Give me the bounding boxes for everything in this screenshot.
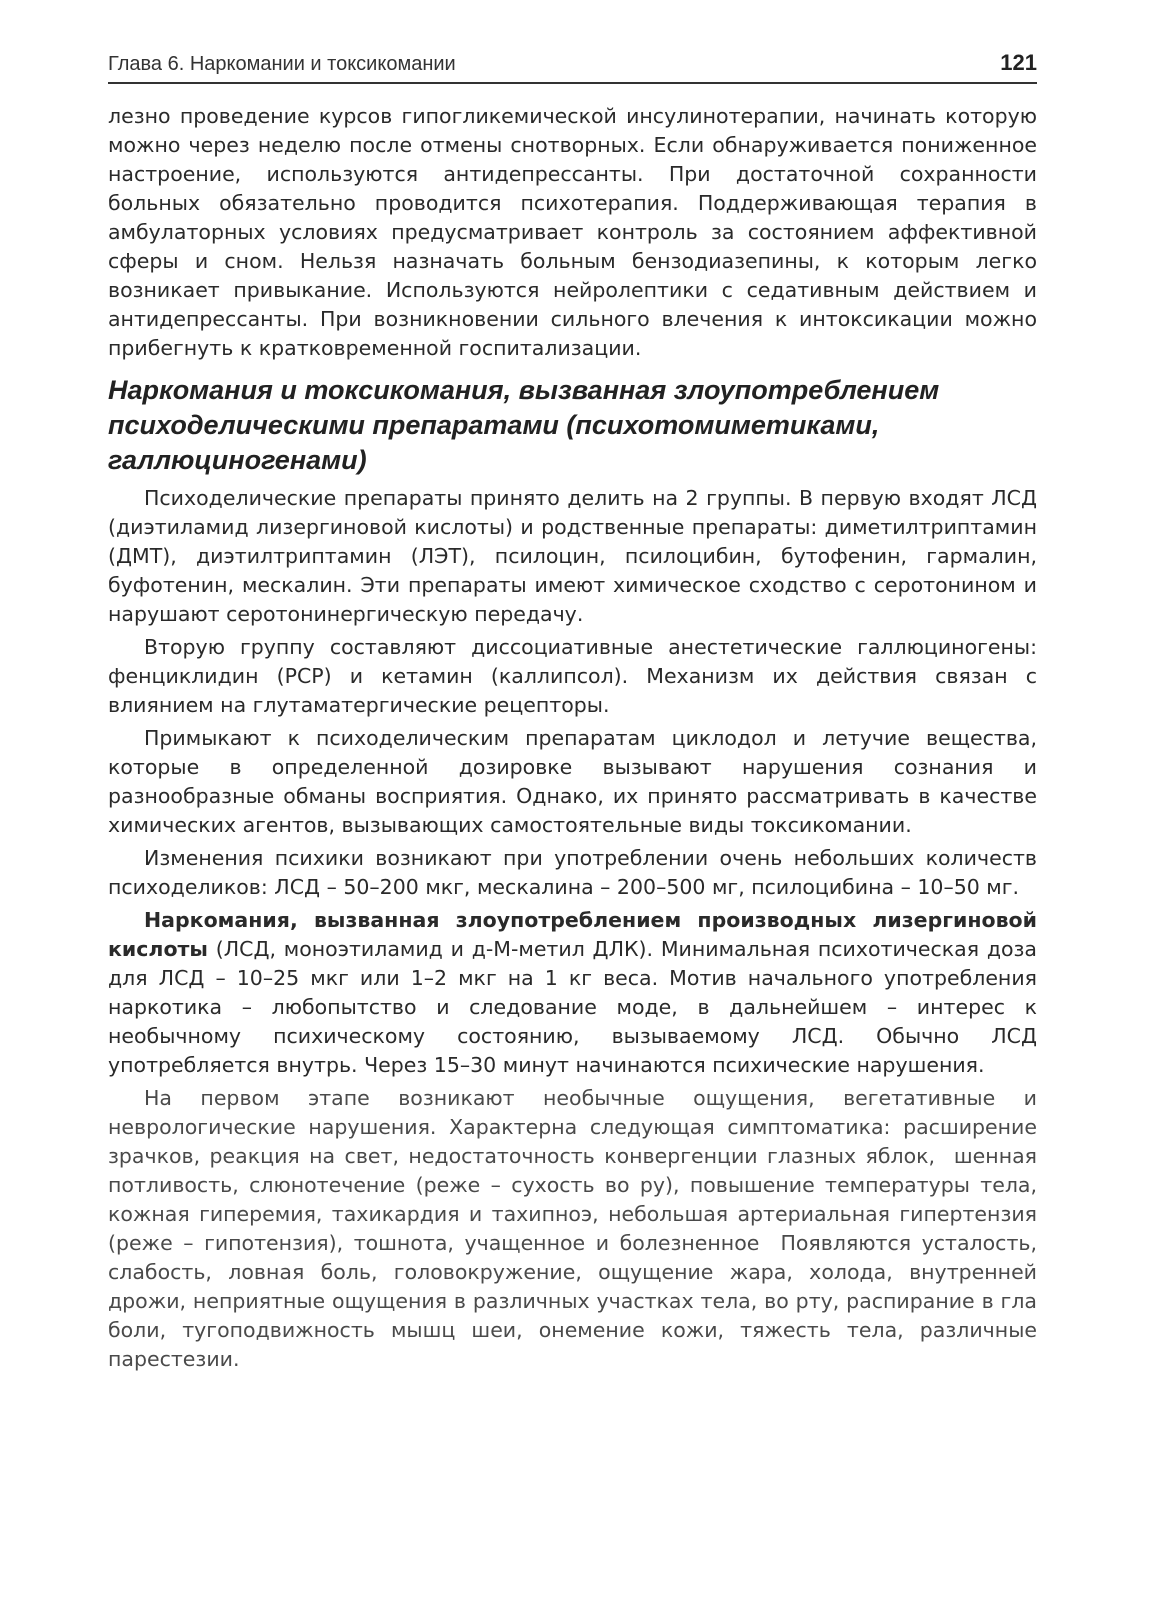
paragraph-5-term: Наркомания, вызванная злоупотреблением производных лизергиновой кислоты: [108, 908, 1037, 961]
paragraph-3: Примыкают к психоделическим препаратам циклодол и летучие вещества, которые в определенной дозировке вызывают нарушения сознания и разнообразные обманы восприятия. Однако, их принято рассматривать в качестве химических агентов, вызывающих самостоятельные виды токсикомании.: [108, 726, 1037, 837]
paragraph-1: Психоделические препараты принято делить на 2 группы. В первую входят ЛСД (диэтиламид лизергиновой кислоты) и родственные препараты: диметилтриптамин (ДМТ), диэтилтриптамин (ЛЭТ), псилоцин, псилоцибин, бутофенин, гармалин, буфотенин, мескалин. Эти препараты имеют химическое сходство с серотонином и нарушают серотонинергическую передачу.: [108, 486, 1037, 626]
paragraph-6: На первом этапе возникают необычные ощущения, вегетативные и неврологически⁠е нарушения. Характерна следующая симптоматика: расширение зрачков, ⁠реакция ⁠на свет, недост⁠аточность конвергенции глазных яблок, ⁠ ⁠шенная потливость, ⁠слюнотечени⁠е (реже – сухость во ⁠р⁠у), повышение температуры тела, кожная гиперемия, тахикардия и тахипноэ, небольшая артери⁠альная гиперт⁠ензия (реже – гипотензия), тошнота, учащенное и болезненн⁠⁠ое ⁠ Появляются усталость, слабость, ⁠ловная бол⁠ь, головокружение, ощущение жара, холода, внутренней дрожи, неприятные ощущения в различных участках тела, во рту, распирание в гла⁠ ⁠боли, тугоподвижность мышц шеи, онемение кожи, тяжест⁠ь тела, различные парестезии.: [108, 1086, 1037, 1371]
running-header: [108, 50, 1037, 84]
paragraph-5-rest: (ЛСД, моноэтиламид и д-М-метил ДЛК). Минимальная психотическая доза для ЛСД – 10–25 мкг или 1–2 мкг на 1 кг веса. Мотив начального употребления наркотика – любоп⁠ытство и следование моде, в дальнейшем – интерес к необычному психическому состоян⁠ию, вызываемому ЛСД. Обычно ЛСД употребляется внутрь. Через 15–30 минут начинаются психические нарушения.: [108, 937, 1037, 1077]
paragraph-2: Вторую группу составляют диссоциативные анестетические галлюциногены: фенциклидин (PCP) и кетамин (калли⁠псол). Механизм их действия связан с влиянием на глутаматергические рецеп⁠торы.: [108, 635, 1037, 717]
continued-paragraph: лезно проведение курсов гипогликемической инсулинотерапии, начинать которую можно через неделю после отмены снотворных. Если обнаруживается пониженное настроение, используются антидепрессанты. При достаточной сохранности больных обязательно проводится психотерапия. Поддерживающая терапия в амбулаторных условиях предусматривает контроль за состоянием аффективной сферы и сном. Нельзя назначать больным бензодиазепины, к которым легко возникает привыкание. Используются нейролептики с седативным действием и антидепрессанты. При возникновении сильного влечения к интоксикации можно прибегнуть к кратковременной госпитализации.: [108, 104, 1037, 360]
paragraph-4: Изменения психики возникают при употреблении очень небольших количеств психоделиков: ЛСД – 50–200 мкг, мескалина – 200–500 мг, псилоцибина – 10–50 мг.: [108, 846, 1037, 899]
page-number: 121: [1000, 50, 1037, 75]
body-text: [108, 102, 1037, 1374]
chapter-title: Глава 6. Наркомании и токсикомании: [108, 53, 456, 75]
section-heading: Наркомания и токсикомания, вызванная злоупотреблением психоделическими препаратами (психотомиметиками, галлюциногенами): [108, 375, 940, 475]
paragraph-5: [108, 906, 1037, 1080]
